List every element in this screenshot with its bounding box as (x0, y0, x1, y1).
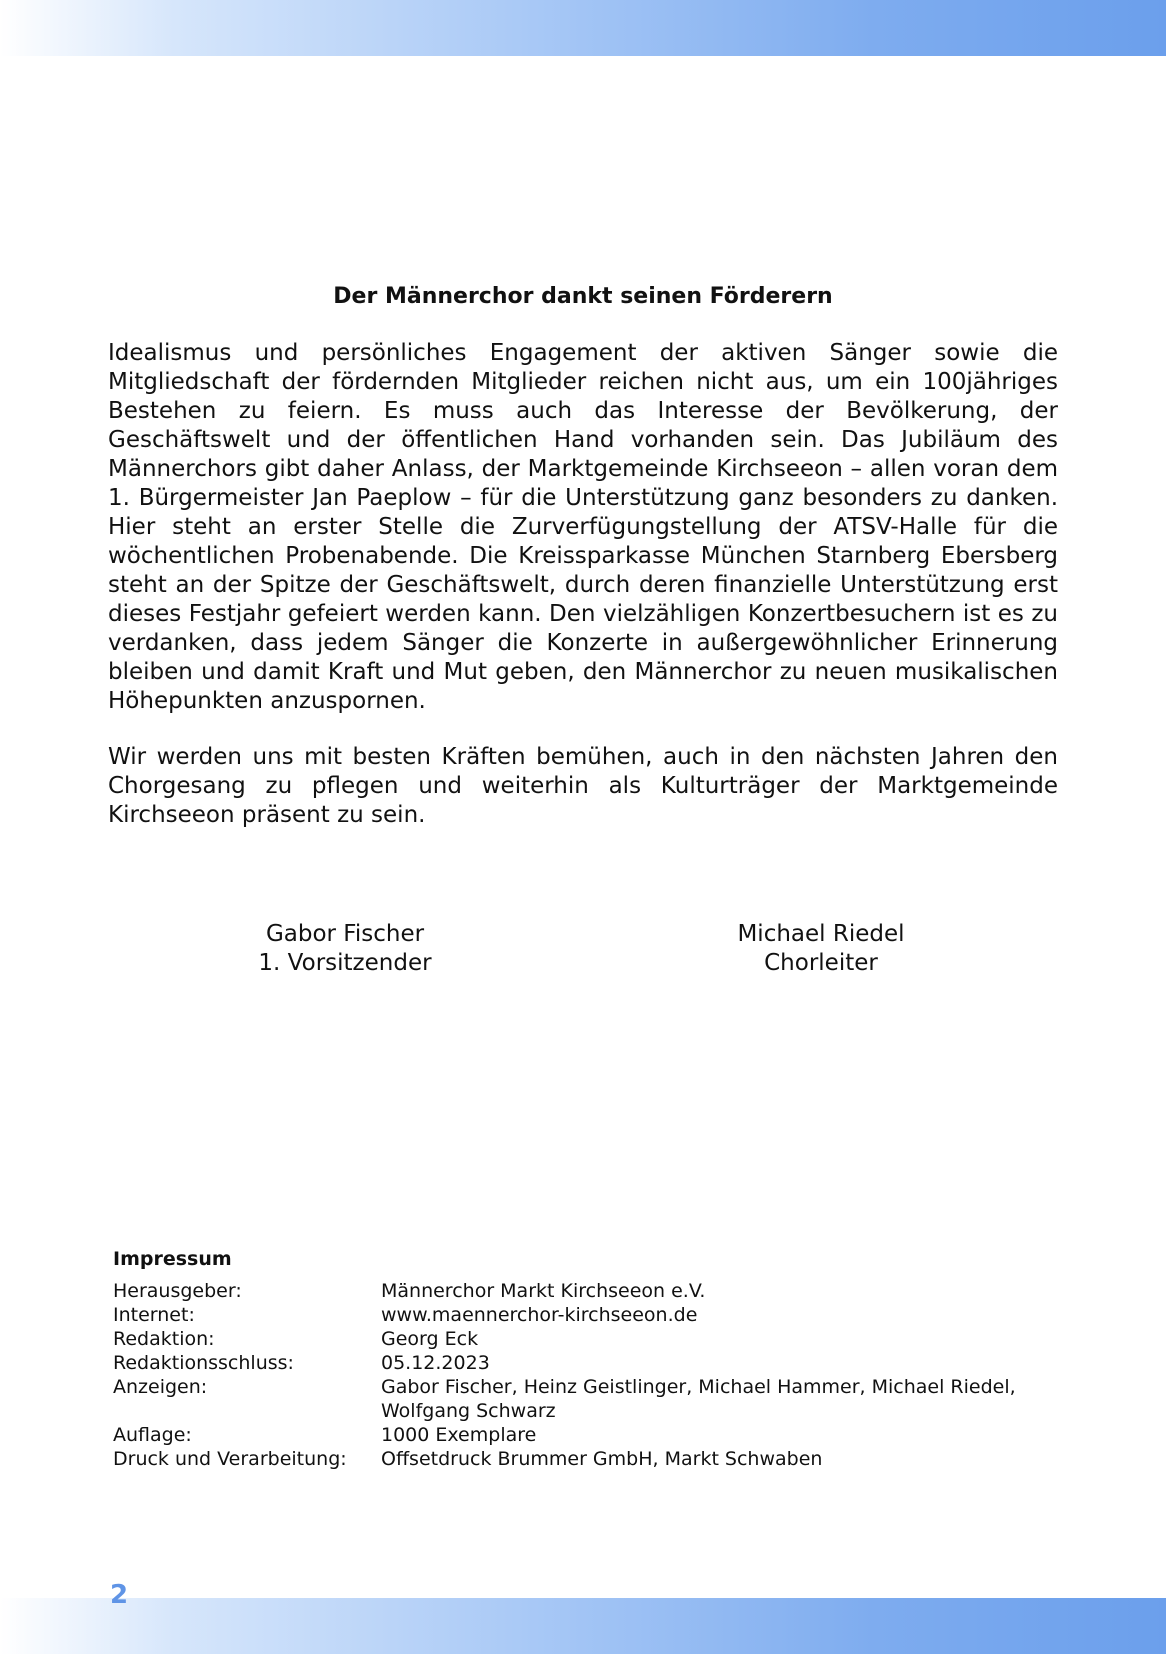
signature-role: Chorleiter (764, 950, 878, 976)
impressum-row (113, 1375, 1073, 1423)
impressum-row (113, 1447, 1073, 1471)
header-gradient-band (0, 0, 1166, 56)
impressum-value: Gabor Fischer, Heinz Geistlinger, Michael Hammer, Michael Riedel, Wolfgang Schwarz (381, 1376, 1016, 1422)
impressum-value: Georg Eck (381, 1328, 479, 1350)
impressum-label: Auflage: (113, 1424, 192, 1446)
impressum-row (113, 1423, 1073, 1447)
impressum-label: Anzeigen: (113, 1376, 208, 1398)
impressum-row (113, 1351, 1073, 1375)
impressum-label: Internet: (113, 1304, 195, 1326)
impressum-label: Herausgeber: (113, 1280, 242, 1302)
signature-name: Michael Riedel (737, 921, 905, 947)
impressum-value: Offsetdruck Brummer GmbH, Markt Schwaben (381, 1448, 823, 1470)
impressum-section (113, 1247, 1073, 1471)
impressum-label: Redaktionsschluss: (113, 1352, 294, 1374)
signature-name: Gabor Fischer (265, 921, 425, 947)
body-paragraph: Wir werden uns mit besten Kräften bemühen, auch in den nächsten Jahren den Chorgesang zu pflegen und weiterhin als Kulturträger der Marktgemeinde Kirchseeon präsent zu sein. (108, 744, 1058, 828)
page-title: Der Männerchor dankt seinen Förderern (333, 284, 833, 309)
impressum-row (113, 1303, 1073, 1327)
signature-block (185, 920, 505, 978)
footer-gradient-band (0, 1598, 1166, 1654)
signature-role: 1. Vorsitzender (258, 950, 432, 976)
impressum-value: www.maennerchor-kirchseeon.de (381, 1304, 698, 1326)
impressum-label: Druck und Verarbeitung: (113, 1448, 347, 1470)
impressum-value: 05.12.2023 (381, 1352, 490, 1374)
impressum-value: Männerchor Markt Kirchseeon e.V. (381, 1280, 706, 1302)
impressum-title: Impressum (113, 1248, 232, 1270)
impressum-row (113, 1279, 1073, 1303)
page-number: 2 (110, 1580, 129, 1610)
impressum-row (113, 1327, 1073, 1351)
signature-block (661, 920, 981, 978)
impressum-table (113, 1279, 1073, 1471)
body-paragraph: Idealismus und persönliches Engagement der aktiven Sänger sowie die Mitgliedschaft der fördernden Mitglieder reichen nicht aus, um ein 100jähriges Bestehen zu feiern. Es muss auch das Interesse der Bevölkerung, der Geschäftswelt und der öffentlichen Hand vorhanden sein. Das Jubiläum des Männerchors gibt daher Anlass, der Marktgemeinde Kirchseeon – allen voran dem 1. Bürgermeister Jan Paeplow – für die Unterstützung ganz besonders zu danken. Hier steht an erster Stelle die Zurverfügungstellung der ATSV-Halle für die wöchentlichen Probenabende. Die Kreissparkasse München Starnberg Ebersberg steht an der Spitze der Geschäftswelt, durch deren finanzielle Unterstützung erst dieses Festjahr gefeiert werden kann. Den vielzähligen Konzertbesuchern ist es zu verdanken, dass jedem Sänger die Konzerte in außergewöhnlicher Erinnerung bleiben und damit Kraft und Mut geben, den Männerchor zu neuen musikalischen Höhepunkten anzuspornen. (108, 340, 1058, 714)
impressum-label: Redaktion: (113, 1328, 215, 1350)
impressum-value: 1000 Exemplare (381, 1424, 537, 1446)
